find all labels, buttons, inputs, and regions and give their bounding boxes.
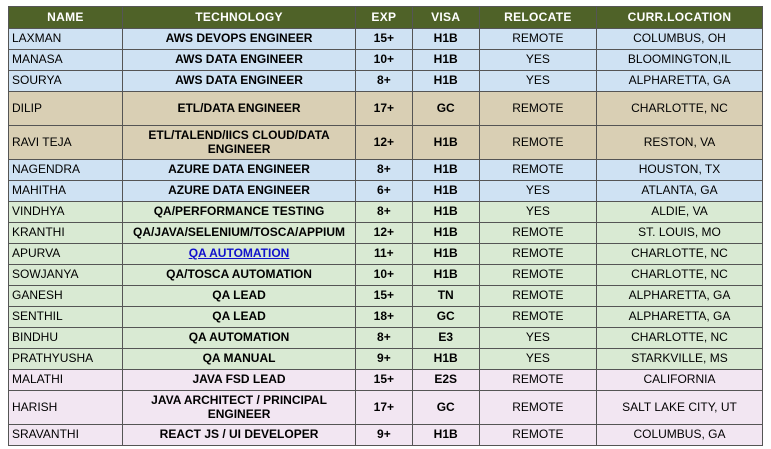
table-row bbox=[9, 50, 763, 71]
cell-exp: 15+ bbox=[356, 370, 412, 391]
cell-name: HARISH bbox=[9, 391, 123, 425]
cell-visa: H1B bbox=[412, 349, 479, 370]
cell-technology[interactable] bbox=[122, 244, 355, 265]
column-header-visa: VISA bbox=[412, 7, 479, 29]
cell-exp: 10+ bbox=[356, 50, 412, 71]
column-header-exp: EXP bbox=[356, 7, 412, 29]
cell-visa: GC bbox=[412, 307, 479, 328]
cell-technology: AWS DATA ENGINEER bbox=[122, 71, 355, 92]
cell-relocate: REMOTE bbox=[479, 370, 596, 391]
column-header-relocate: RELOCATE bbox=[479, 7, 596, 29]
cell-technology: QA LEAD bbox=[122, 307, 355, 328]
cell-exp: 12+ bbox=[356, 126, 412, 160]
cell-visa: H1B bbox=[412, 71, 479, 92]
header-row bbox=[9, 7, 763, 29]
cell-exp: 11+ bbox=[356, 244, 412, 265]
cell-location: BLOOMINGTON,IL bbox=[596, 50, 762, 71]
cell-location: ST. LOUIS, MO bbox=[596, 223, 762, 244]
cell-visa: E2S bbox=[412, 370, 479, 391]
cell-relocate: REMOTE bbox=[479, 244, 596, 265]
cell-relocate: YES bbox=[479, 71, 596, 92]
cell-visa: E3 bbox=[412, 328, 479, 349]
cell-location: ALPHARETTA, GA bbox=[596, 71, 762, 92]
cell-visa: H1B bbox=[412, 223, 479, 244]
cell-exp: 9+ bbox=[356, 425, 412, 446]
cell-visa: TN bbox=[412, 286, 479, 307]
cell-relocate: YES bbox=[479, 50, 596, 71]
cell-name: MALATHI bbox=[9, 370, 123, 391]
cell-relocate: REMOTE bbox=[479, 126, 596, 160]
cell-technology: ETL/DATA ENGINEER bbox=[122, 92, 355, 126]
cell-visa: H1B bbox=[412, 425, 479, 446]
cell-visa: H1B bbox=[412, 160, 479, 181]
technology-link[interactable]: QA AUTOMATION bbox=[188, 246, 290, 261]
table-row bbox=[9, 286, 763, 307]
cell-exp: 8+ bbox=[356, 328, 412, 349]
cell-exp: 9+ bbox=[356, 349, 412, 370]
cell-location: ALPHARETTA, GA bbox=[596, 307, 762, 328]
table-row bbox=[9, 202, 763, 223]
cell-visa: GC bbox=[412, 391, 479, 425]
cell-exp: 17+ bbox=[356, 92, 412, 126]
table-row bbox=[9, 223, 763, 244]
cell-relocate: YES bbox=[479, 202, 596, 223]
cell-visa: H1B bbox=[412, 50, 479, 71]
column-header-location: CURR.LOCATION bbox=[596, 7, 762, 29]
cell-location: COLUMBUS, OH bbox=[596, 29, 762, 50]
table-row bbox=[9, 92, 763, 126]
cell-location: COLUMBUS, GA bbox=[596, 425, 762, 446]
cell-relocate: REMOTE bbox=[479, 160, 596, 181]
cell-location: ATLANTA, GA bbox=[596, 181, 762, 202]
cell-technology: QA/TOSCA AUTOMATION bbox=[122, 265, 355, 286]
column-header-technology: TECHNOLOGY bbox=[122, 7, 355, 29]
cell-visa: H1B bbox=[412, 202, 479, 223]
cell-technology: REACT JS / UI DEVELOPER bbox=[122, 425, 355, 446]
cell-location: ALPHARETTA, GA bbox=[596, 286, 762, 307]
cell-relocate: REMOTE bbox=[479, 223, 596, 244]
cell-relocate: REMOTE bbox=[479, 92, 596, 126]
cell-technology: QA/JAVA/SELENIUM/TOSCA/APPIUM bbox=[122, 223, 355, 244]
cell-name: VINDHYA bbox=[9, 202, 123, 223]
table-row bbox=[9, 181, 763, 202]
cell-location: ALDIE, VA bbox=[596, 202, 762, 223]
cell-visa: GC bbox=[412, 92, 479, 126]
cell-technology: JAVA FSD LEAD bbox=[122, 370, 355, 391]
table-row bbox=[9, 29, 763, 50]
cell-relocate: YES bbox=[479, 181, 596, 202]
cell-technology: QA MANUAL bbox=[122, 349, 355, 370]
candidates-table bbox=[8, 6, 763, 446]
cell-name: APURVA bbox=[9, 244, 123, 265]
cell-exp: 15+ bbox=[356, 29, 412, 50]
table-row bbox=[9, 71, 763, 92]
cell-name: BINDHU bbox=[9, 328, 123, 349]
cell-exp: 10+ bbox=[356, 265, 412, 286]
cell-location: RESTON, VA bbox=[596, 126, 762, 160]
cell-location: CHARLOTTE, NC bbox=[596, 92, 762, 126]
table-row bbox=[9, 349, 763, 370]
cell-exp: 17+ bbox=[356, 391, 412, 425]
cell-location: CHARLOTTE, NC bbox=[596, 265, 762, 286]
cell-name: MANASA bbox=[9, 50, 123, 71]
cell-relocate: REMOTE bbox=[479, 307, 596, 328]
cell-location: CHARLOTTE, NC bbox=[596, 244, 762, 265]
cell-relocate: REMOTE bbox=[479, 265, 596, 286]
cell-name: SRAVANTHI bbox=[9, 425, 123, 446]
cell-name: NAGENDRA bbox=[9, 160, 123, 181]
cell-name: LAXMAN bbox=[9, 29, 123, 50]
table-row bbox=[9, 160, 763, 181]
cell-name: SOURYA bbox=[9, 71, 123, 92]
cell-name: RAVI TEJA bbox=[9, 126, 123, 160]
cell-technology: QA AUTOMATION bbox=[122, 328, 355, 349]
cell-technology: QA/PERFORMANCE TESTING bbox=[122, 202, 355, 223]
cell-exp: 6+ bbox=[356, 181, 412, 202]
cell-visa: H1B bbox=[412, 244, 479, 265]
cell-relocate: REMOTE bbox=[479, 286, 596, 307]
cell-exp: 15+ bbox=[356, 286, 412, 307]
cell-name: DILIP bbox=[9, 92, 123, 126]
cell-location: CHARLOTTE, NC bbox=[596, 328, 762, 349]
cell-location: HOUSTON, TX bbox=[596, 160, 762, 181]
cell-exp: 8+ bbox=[356, 202, 412, 223]
cell-exp: 18+ bbox=[356, 307, 412, 328]
table-row bbox=[9, 391, 763, 425]
cell-relocate: REMOTE bbox=[479, 425, 596, 446]
table-row bbox=[9, 425, 763, 446]
table-row bbox=[9, 328, 763, 349]
cell-visa: H1B bbox=[412, 265, 479, 286]
cell-name: SENTHIL bbox=[9, 307, 123, 328]
cell-technology: AZURE DATA ENGINEER bbox=[122, 181, 355, 202]
cell-technology: AWS DATA ENGINEER bbox=[122, 50, 355, 71]
cell-visa: H1B bbox=[412, 181, 479, 202]
cell-relocate: YES bbox=[479, 349, 596, 370]
cell-relocate: REMOTE bbox=[479, 29, 596, 50]
cell-location: STARKVILLE, MS bbox=[596, 349, 762, 370]
column-header-name: NAME bbox=[9, 7, 123, 29]
table-row bbox=[9, 370, 763, 391]
cell-exp: 8+ bbox=[356, 160, 412, 181]
cell-location: CALIFORNIA bbox=[596, 370, 762, 391]
cell-name: PRATHYUSHA bbox=[9, 349, 123, 370]
cell-technology: AWS DEVOPS ENGINEER bbox=[122, 29, 355, 50]
cell-exp: 12+ bbox=[356, 223, 412, 244]
table-body bbox=[9, 29, 763, 446]
table-header bbox=[9, 7, 763, 29]
cell-name: KRANTHI bbox=[9, 223, 123, 244]
cell-name: GANESH bbox=[9, 286, 123, 307]
cell-relocate: YES bbox=[479, 328, 596, 349]
cell-relocate: REMOTE bbox=[479, 391, 596, 425]
cell-name: SOWJANYA bbox=[9, 265, 123, 286]
cell-name: MAHITHA bbox=[9, 181, 123, 202]
table-row bbox=[9, 126, 763, 160]
cell-technology: QA LEAD bbox=[122, 286, 355, 307]
cell-technology: ETL/TALEND/IICS CLOUD/DATA ENGINEER bbox=[122, 126, 355, 160]
cell-technology: JAVA ARCHITECT / PRINCIPAL ENGINEER bbox=[122, 391, 355, 425]
cell-visa: H1B bbox=[412, 29, 479, 50]
table-row bbox=[9, 244, 763, 265]
cell-technology: AZURE DATA ENGINEER bbox=[122, 160, 355, 181]
table-row bbox=[9, 307, 763, 328]
table-row bbox=[9, 265, 763, 286]
cell-location: SALT LAKE CITY, UT bbox=[596, 391, 762, 425]
cell-visa: H1B bbox=[412, 126, 479, 160]
cell-exp: 8+ bbox=[356, 71, 412, 92]
